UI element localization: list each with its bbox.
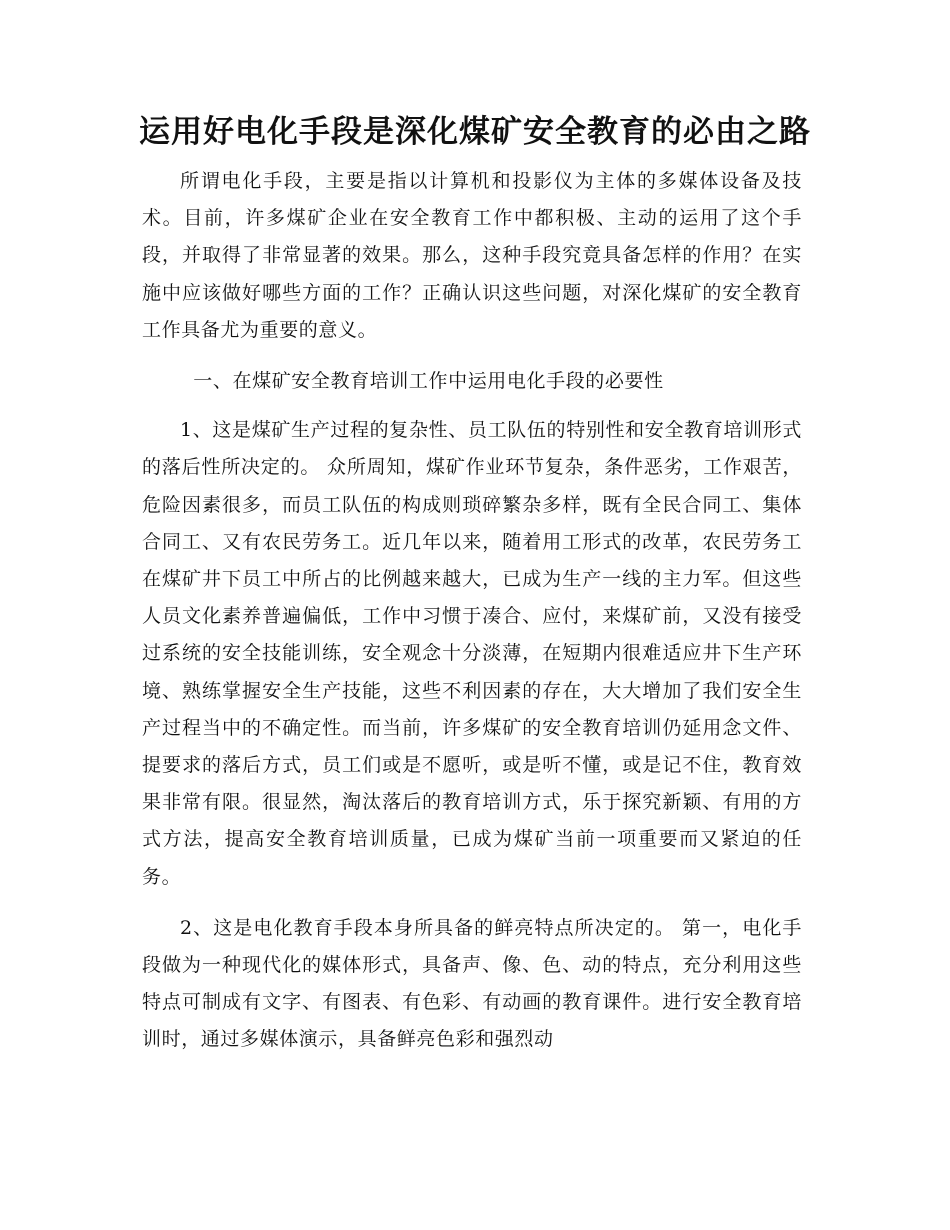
section-heading-1: 一、在煤矿安全教育培训工作中运用电化手段的必要性: [193, 370, 664, 393]
intro-paragraph: 所谓电化手段，主要是指以计算机和投影仪为主体的多媒体设备及技术。目前，许多煤矿企业在安全教育工作中都积极、主动的运用了这个手段，并取得了非常显著的效果。那么，这种手段究竟具备怎样的作用？在实施中应该做好哪些方面的工作？正确认识这些问题，对深化煤矿的安全教育工作具备尤为重要的意义。: [142, 170, 802, 341]
point-2-paragraph: 2、这是电化教育手段本身所具备的鲜亮特点所决定的。 第一，电化手段做为一种现代化的媒体形式，具备声、像、色、动的特点，充分利用这些特点可制成有文字、有图表、有色彩、有动画的教育课件。进行安全教育培训时，通过多媒体演示，具备鲜亮色彩和强烈动: [142, 916, 802, 1051]
point-1-paragraph: 1、这是煤矿生产过程的复杂性、员工队伍的特别性和安全教育培训形式的落后性所决定的。 众所周知，煤矿作业环节复杂，条件恶劣，工作艰苦，危险因素很多，而员工队伍的构成则琐碎繁杂多样，既有全民合同工、集体合同工、又有农民劳务工。近几年以来，随着用工形式的改革，农民劳务工在煤矿井下员工中所占的比例越来越大，已成为生产一线的主力军。但这些人员文化素养普遍偏低，工作中习惯于凑合、应付，来煤矿前，又没有接受过系统的安全技能训练，安全观念十分淡薄，在短期内很难适应井下生产环境、熟练掌握安全生产技能，这些不利因素的存在，大大增加了我们安全生产过程当中的不确定性。而当前，许多煤矿的安全教育培训仍延用念文件、提要求的落后方式，员工们或是不愿听，或是听不懂，或是记不住，教育效果非常有限。很显然，淘汰落后的教育培训方式，乐于探究新颖、有用的方式方法，提高安全教育培训质量，已成为煤矿当前一项重要而又紧迫的任务。: [142, 419, 802, 888]
document-title: 运用好电化手段是深化煤矿安全教育的必由之路: [139, 114, 811, 150]
document-body: [142, 163, 802, 1059]
